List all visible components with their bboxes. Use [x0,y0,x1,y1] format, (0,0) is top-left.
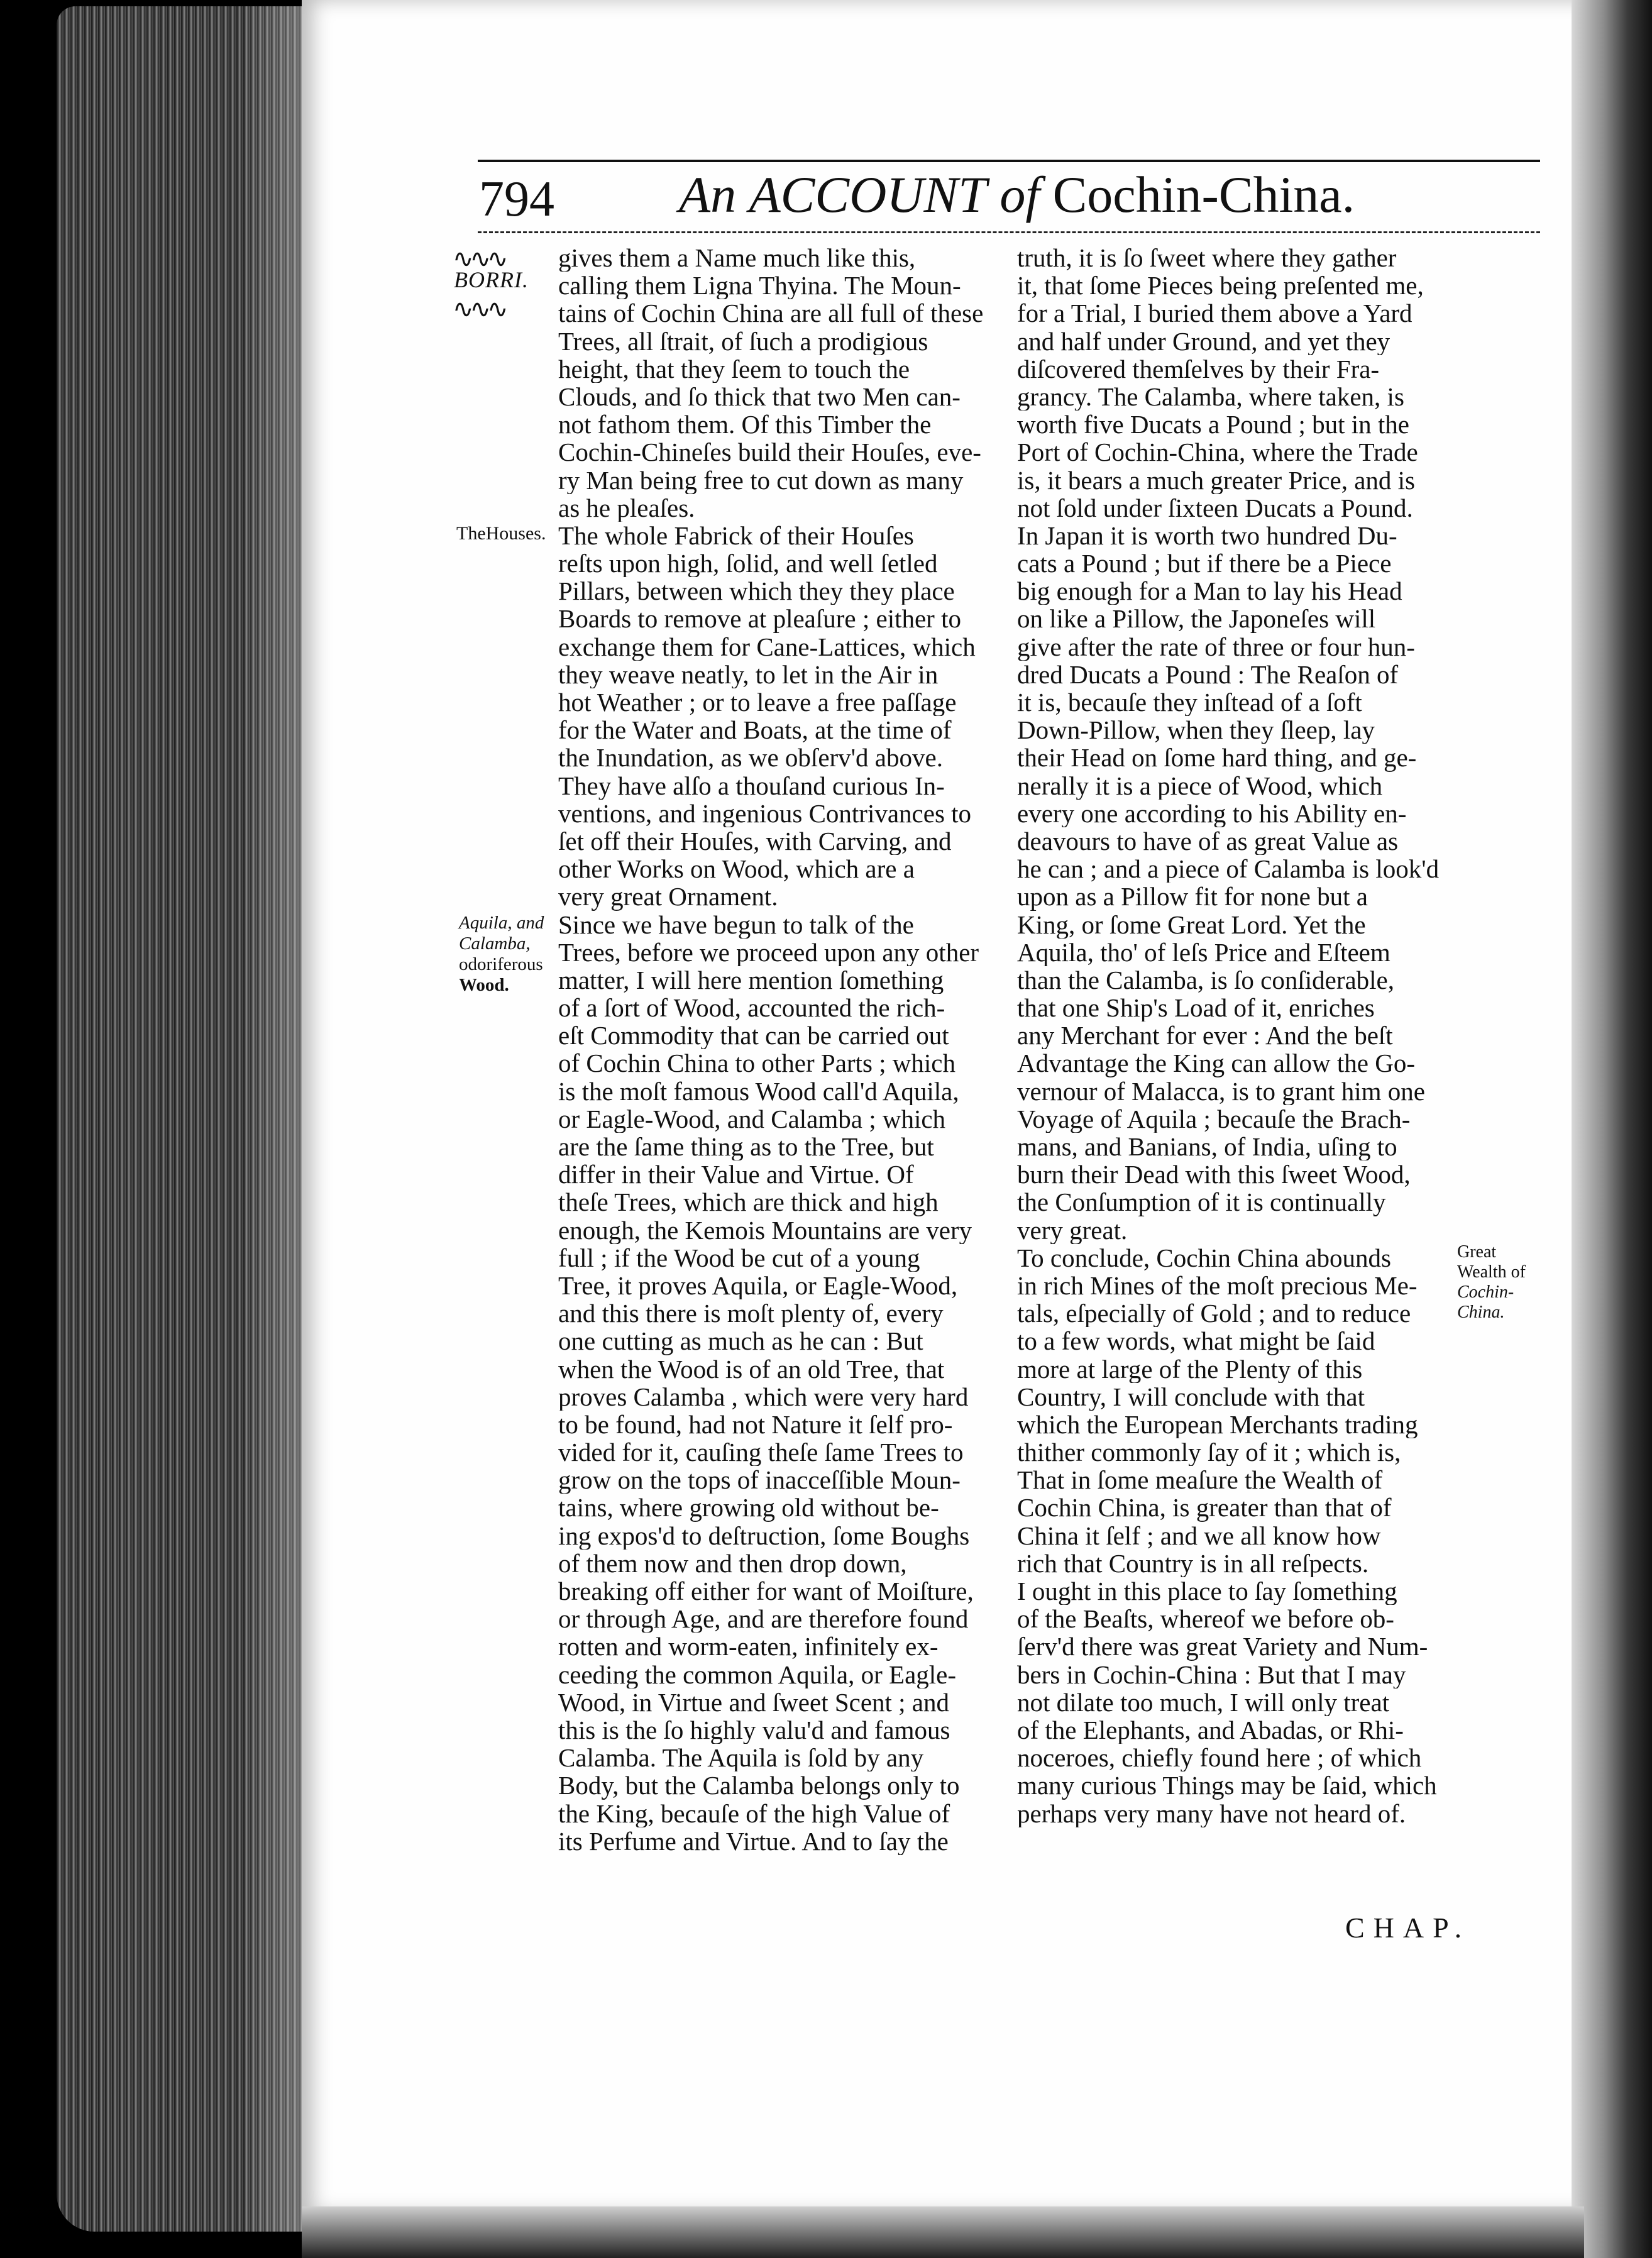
margin-note-aquila-line: odoriferous [459,954,543,974]
text-line: not dilate too much, I will only treat [1017,1688,1390,1716]
left-text-column [558,244,998,1855]
text-line: Port of Cochin-China, where the Trade [1017,438,1418,466]
text-line: hot Weather ; or to leave a free paſſage [558,688,957,717]
text-line: I ought in this place to ſay ſomething [1017,1577,1397,1605]
text-line: any Merchant for ever : And the beſt [1017,1022,1393,1050]
text-line: Trees, before we proceed upon any other [558,938,979,966]
text-line: very great. [1017,1216,1128,1244]
margin-note-great-line: China. [1457,1302,1505,1322]
running-head-of: of [999,166,1040,223]
text-line: perhaps very many have not heard of. [1017,1799,1406,1827]
text-line: nerally it is a piece of Wood, which [1017,771,1383,800]
text-line: give after the rate of three or four hun- [1017,632,1415,661]
text-line: height, that they ſeem to touch the [558,355,910,383]
text-line: grow on the tops of inacceſſible Moun- [558,1466,961,1494]
text-line: enough, the Kemois Mountains are very [558,1216,972,1244]
text-line: breaking off either for want of Moiſture, [558,1577,974,1605]
text-line: Aquila, tho' of leſs Price and Eſteem [1017,938,1390,966]
text-line: when the Wood is of an old Tree, that [558,1355,945,1383]
text-line: vernour of Malacca, is to grant him one [1017,1077,1425,1105]
running-head-prefix: An [679,166,737,223]
text-line: The whole Fabrick of their Houſes [558,521,914,550]
text-line: ſerv'd there was great Variety and Num- [1017,1633,1428,1661]
text-line: on like a Pillow, the Japoneſes will [1017,605,1376,633]
text-line: that one Ship's Load of it, enriches [1017,994,1375,1022]
text-line: are the ſame thing as to the Tree, but [558,1133,934,1161]
text-line: to be found, had not Nature it ſelf pro- [558,1410,953,1439]
text-line: China it ſelf ; and we all know how [1017,1521,1381,1550]
text-line: they weave neatly, to let in the Air in [558,660,939,688]
margin-note-great-line: Great [1457,1242,1497,1262]
text-line: as he pleaſes. [558,493,695,522]
text-line: and half under Ground, and yet they [1017,327,1390,355]
header-rule-top [478,160,1540,162]
text-line: one cutting as much as he can : But [558,1327,923,1355]
margin-note-aquila-line: Calamba, [459,933,531,954]
text-line: tains, where growing old without be- [558,1494,939,1522]
text-line: than the Calamba, is ſo conſiderable, [1017,966,1395,994]
text-line: upon as a Pillow fit for none but a [1017,883,1368,911]
text-line: is, it bears a much greater Price, and is [1017,466,1415,494]
text-line: not ſold under ſixteen Ducats a Pound. [1017,493,1413,522]
text-line: for a Trial, I buried them above a Yard [1017,299,1412,328]
text-line: it is, becauſe they inſtead of a ſoft [1017,688,1362,717]
text-line: in rich Mines of the moſt precious Me- [1017,1271,1418,1300]
text-line: In Japan it is worth two hundred Du- [1017,521,1397,550]
text-line: other Works on Wood, which are a [558,855,915,883]
text-line: burn their Dead with this ſweet Wood, [1017,1160,1411,1189]
text-line: Cochin-Chineſes build their Houſes, eve- [558,438,981,466]
text-line: and this there is moſt plenty of, every [558,1299,944,1328]
text-line: Country, I will conclude with that [1017,1382,1365,1411]
text-line: full ; if the Wood be cut of a young [558,1243,920,1272]
text-line: gives them a Name much like this, [558,244,916,272]
text-line: Since we have begun to talk of the [558,910,914,939]
text-line: Clouds, and ſo thick that two Men can- [558,382,961,411]
text-line: matter, I will here mention ſomething [558,966,944,994]
text-line: ceeding the common Aquila, or Eagle- [558,1660,957,1688]
text-line: tals, eſpecially of Gold ; and to reduce [1017,1299,1411,1328]
text-line: of Cochin China to other Parts ; which [558,1049,955,1077]
text-line: They have alſo a thouſand curious In- [558,771,945,800]
text-line: is the moſt famous Wood call'd Aquila, [558,1077,959,1105]
text-line: theſe Trees, which are thick and high [558,1188,939,1216]
text-line: of them now and then drop down, [558,1549,907,1577]
book-page-edges [57,6,321,2232]
text-line: reſts upon high, ſolid, and well ſetled [558,549,938,578]
text-line: of the Elephants, and Abadas, or Rhi- [1017,1716,1404,1744]
text-line: bers in Cochin-China : But that I may [1017,1660,1406,1688]
page-number: 794 [479,172,554,227]
text-line: Cochin China, is greater than that of [1017,1494,1392,1522]
running-head [679,165,1355,225]
text-line: tains of Cochin China are all full of these [558,299,984,328]
text-line: this is the ſo highly valu'd and famous [558,1716,950,1744]
text-line: Advantage the King can allow the Go- [1017,1049,1416,1077]
text-line: Calamba. The Aquila is ſold by any [558,1744,924,1772]
ornament-flourish-bottom: ∿∿∿ [453,295,505,323]
text-line: big enough for a Man to lay his Head [1017,577,1402,605]
text-line: it, that ſome Pieces being preſented me, [1017,272,1424,300]
text-line: to a few words, what might be ſaid [1017,1327,1375,1355]
right-text-column [1017,244,1463,1827]
text-line: calling them Ligna Thyina. The Moun- [558,272,961,300]
text-line: rotten and worm-eaten, infinitely ex- [558,1633,939,1661]
text-line: To conclude, Cochin China abounds [1017,1243,1391,1272]
text-line: Pillars, between which they they place [558,577,955,605]
text-line: its Perfume and Virtue. And to ſay the [558,1827,949,1855]
text-line: vided for it, cauſing theſe ſame Trees to [558,1438,964,1467]
text-line: ing expos'd to deſtruction, ſome Boughs [558,1521,970,1550]
text-line: or Eagle-Wood, and Calamba ; which [558,1104,946,1133]
running-head-place: Cochin-China. [1052,166,1355,223]
text-line: many curious Things may be ſaid, which [1017,1771,1437,1800]
right-page-shadow [1572,0,1652,2258]
text-line: King, or ſome Great Lord. Yet the [1017,910,1366,939]
text-line: proves Calamba , which were very hard [558,1382,969,1411]
text-line: thither commonly ſay of it ; which is, [1017,1438,1401,1467]
text-line: worth five Ducats a Pound ; but in the [1017,410,1410,439]
margin-note-aquila-line: Aquila, and [459,913,544,933]
text-line: Wood, in Virtue and ſweet Scent ; and [558,1688,950,1716]
margin-note-great-wealth [1457,1242,1526,1323]
text-line: the Conſumption of it is continually [1017,1188,1386,1216]
ornament-flourish-top: ∿∿∿ [453,245,505,273]
text-line: Down-Pillow, when they ſleep, lay [1017,716,1375,744]
text-line: ry Man being free to cut down as many [558,466,964,494]
margin-note-aquila-line: Wood. [459,975,509,995]
margin-note-houses: TheHouses. [456,523,546,544]
text-line: the King, becauſe of the high Value of [558,1799,950,1827]
text-line: of a ſort of Wood, accounted the rich- [558,994,945,1022]
text-line: ventions, and ingenious Contrivances to [558,799,972,827]
header-rule-bottom [478,231,1540,233]
text-line: deavours to have of as great Value as [1017,827,1399,856]
text-line: mans, and Banians, of India, uſing to [1017,1133,1397,1161]
text-line: Boards to remove at pleaſure ; either to [558,605,961,633]
text-line: for the Water and Boats, at the time of [558,716,952,744]
text-line: he can ; and a piece of Calamba is look'd [1017,855,1440,883]
text-line: every one according to his Ability en- [1017,799,1407,827]
text-line: truth, it is ſo ſweet where they gather [1017,244,1397,272]
text-line: which the European Merchants trading [1017,1410,1418,1439]
text-line: rich that Country is in all reſpects. [1017,1549,1369,1577]
text-line: eſt Commodity that can be carried out [558,1022,949,1050]
catchword: CHAP. [1345,1912,1471,1944]
margin-note-aquila [459,913,544,996]
text-line: ſet off their Houſes, with Carving, and [558,827,952,856]
text-line: Tree, it proves Aquila, or Eagle-Wood, [558,1271,958,1300]
text-line: Body, but the Calamba belongs only to [558,1771,960,1800]
text-line: not fathom them. Of this Timber the [558,410,932,439]
margin-note-great-line: Wealth of [1457,1262,1526,1282]
margin-note-great-line: Cochin- [1457,1282,1514,1302]
text-line: noceroes, chiefly found here ; of which [1017,1744,1422,1772]
margin-note-author: BORRI. [454,267,529,292]
text-line: or through Age, and are therefore found [558,1605,969,1633]
text-line: Trees, all ſtrait, of ſuch a prodigious [558,327,928,355]
text-line: exchange them for Cane-Lattices, which [558,632,976,661]
text-line: That in ſome meaſure the Wealth of [1017,1466,1383,1494]
running-head-account: ACCOUNT [749,166,987,223]
text-line: diſcovered themſelves by their Fra- [1017,355,1380,383]
text-line: cats a Pound ; but if there be a Piece [1017,549,1392,578]
text-line: the Inundation, as we obſerv'd above. [558,744,943,772]
text-line: grancy. The Calamba, where taken, is [1017,382,1404,411]
text-line: of the Beaſts, whereof we before ob- [1017,1605,1394,1633]
text-line: very great Ornament. [558,883,778,911]
text-line: differ in their Value and Virtue. Of [558,1160,914,1189]
text-line: Voyage of Aquila ; becauſe the Brach- [1017,1104,1411,1133]
text-line: dred Ducats a Pound : The Reaſon of [1017,660,1399,688]
text-line: more at large of the Plenty of this [1017,1355,1363,1383]
bottom-page-shadow [302,2206,1584,2258]
text-line: their Head on ſome hard thing, and ge- [1017,744,1417,772]
